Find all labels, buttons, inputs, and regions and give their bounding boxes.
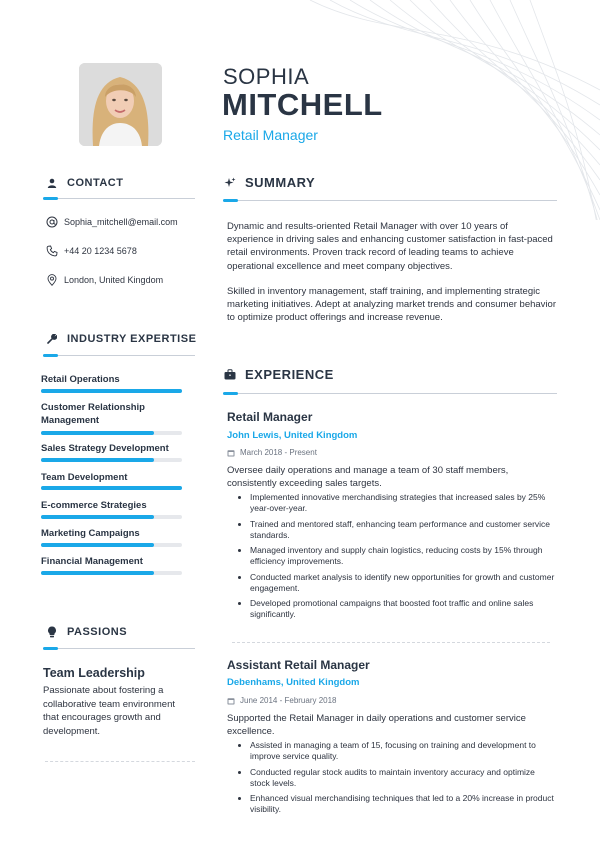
skill-name: Retail Operations [41,374,120,385]
bullet-item: Assisted in managing a team of 15, focusing on training and development to improve service quality. [238,740,556,762]
contact-rule [43,198,195,199]
contact-phone[interactable] [45,244,137,257]
skill-item [41,555,182,568]
job-bullets-2 [238,740,556,820]
passion-title: Team Leadership [43,666,145,680]
person-icon [45,176,59,190]
summary-rule [223,200,557,201]
skill-bar-fill [41,458,154,462]
first-name: SOPHIA [223,64,310,89]
briefcase-icon [223,368,237,382]
bullet-item: Enhanced visual merchandising techniques that led to a 20% increase in product visibility. [238,793,556,815]
passions-rule [43,648,195,649]
skill-bar-fill [41,431,154,435]
contact-heading [45,176,123,190]
expertise-heading [45,332,196,346]
bullet-item: Developed promotional campaigns that boosted foot traffic and online sales significantly. [238,598,556,620]
skill-bar-track [41,571,182,575]
bullet-item: Managed inventory and supply chain logistics, reducing costs by 15% through efficiency improvements. [238,545,556,567]
expertise-title: INDUSTRY EXPERTISE [67,333,197,345]
skill-bar-track [41,389,182,393]
contact-location [45,273,163,286]
skill-bar-fill [41,571,154,575]
expertise-rule [43,355,195,356]
experience-rule [223,393,557,394]
skill-item [41,471,182,484]
skill-bar-track [41,431,182,435]
job-dates-1 [227,448,317,457]
experience-title: EXPERIENCE [245,367,334,382]
last-name: MITCHELL [222,87,383,122]
skill-name: Sales Strategy Development [41,443,169,454]
job-title-2: Assistant Retail Manager [227,658,370,672]
at-sign-icon [45,215,58,228]
sparkle-icon [223,176,237,190]
skill-bar-fill [41,389,182,393]
contact-rule-accent [43,197,58,200]
summary-heading [223,175,315,190]
calendar-icon [227,449,235,457]
lightbulb-icon [45,625,59,639]
job-title-1: Retail Manager [227,410,313,424]
skill-bar-track [41,515,182,519]
skill-item [41,499,182,512]
phone-text: +44 20 1234 5678 [64,245,137,256]
calendar-icon [227,697,235,705]
passion-divider [45,761,195,762]
job-dates-2 [227,696,337,705]
job-title: Retail Manager [223,127,318,143]
bullet-item: Conducted market analysis to identify new opportunities for growth and customer engagement. [238,572,556,594]
passion-description: Passionate about fostering a collaborative team environment that encourages growth and development. [43,685,176,737]
expertise-rule-accent [43,354,58,357]
experience-heading [223,367,334,382]
company-2: Debenhams, United Kingdom [227,677,360,688]
job-dates-text: March 2018 - Present [240,448,317,457]
passions-title: PASSIONS [67,626,128,638]
skill-bar-fill [41,486,182,490]
job-divider [232,642,550,643]
email-text: Sophia_mitchell@email.com [64,216,178,227]
map-pin-icon [45,273,58,286]
bullet-item: Implemented innovative merchandising strategies that increased sales by 25% year-over-year. [238,492,556,514]
job-bullets-1 [238,492,556,625]
job-description-1: Oversee daily operations and manage a team of 30 staff members, consistently exceeding sales targets. [227,465,509,489]
contact-email[interactable] [45,215,178,228]
skill-bar-track [41,486,182,490]
profile-photo [79,63,162,146]
job-description-2: Supported the Retail Manager in daily operations and customer service excellence. [227,713,526,737]
company-1: John Lewis, United Kingdom [227,430,358,441]
contact-title: CONTACT [67,177,124,189]
skill-bar-fill [41,543,154,547]
skill-item [41,442,182,455]
summary-paragraph: Skilled in inventory management, staff training, and implementing strategic marketing initiatives. Adept at analyzing market trends and consumer behavior to optimize product offerings and increase revenue. [227,286,556,324]
location-text: London, United Kingdom [64,274,164,285]
summary-rule-accent [223,199,238,202]
skill-item [41,373,182,386]
skill-name: Marketing Campaigns [41,528,140,539]
job-dates-text: June 2014 - February 2018 [240,696,337,705]
passions-rule-accent [43,647,58,650]
skill-bar-track [41,458,182,462]
skill-name: Financial Management [41,556,143,567]
bullet-item: Conducted regular stock audits to maintain inventory accuracy and optimize stock levels. [238,767,556,789]
phone-icon [45,244,58,257]
skill-name: Customer Relationship Management [41,402,145,426]
summary-title: SUMMARY [245,175,316,190]
wrench-icon [45,332,59,346]
skill-name: E-commerce Strategies [41,500,147,511]
skill-item [41,401,182,427]
skill-bar-track [41,543,182,547]
skill-name: Team Development [41,472,128,483]
experience-rule-accent [223,392,238,395]
passions-heading [45,625,127,639]
skill-item [41,527,182,540]
summary-paragraph: Dynamic and results-oriented Retail Manager with over 10 years of experience in driving sales and enhancing customer satisfaction in fast-paced retail environments. Proven track record of leading teams to achieve operational excellence and meet company objectives. [227,221,553,272]
bullet-item: Trained and mentored staff, enhancing team performance and customer service standards. [238,519,556,541]
skill-bar-fill [41,515,154,519]
